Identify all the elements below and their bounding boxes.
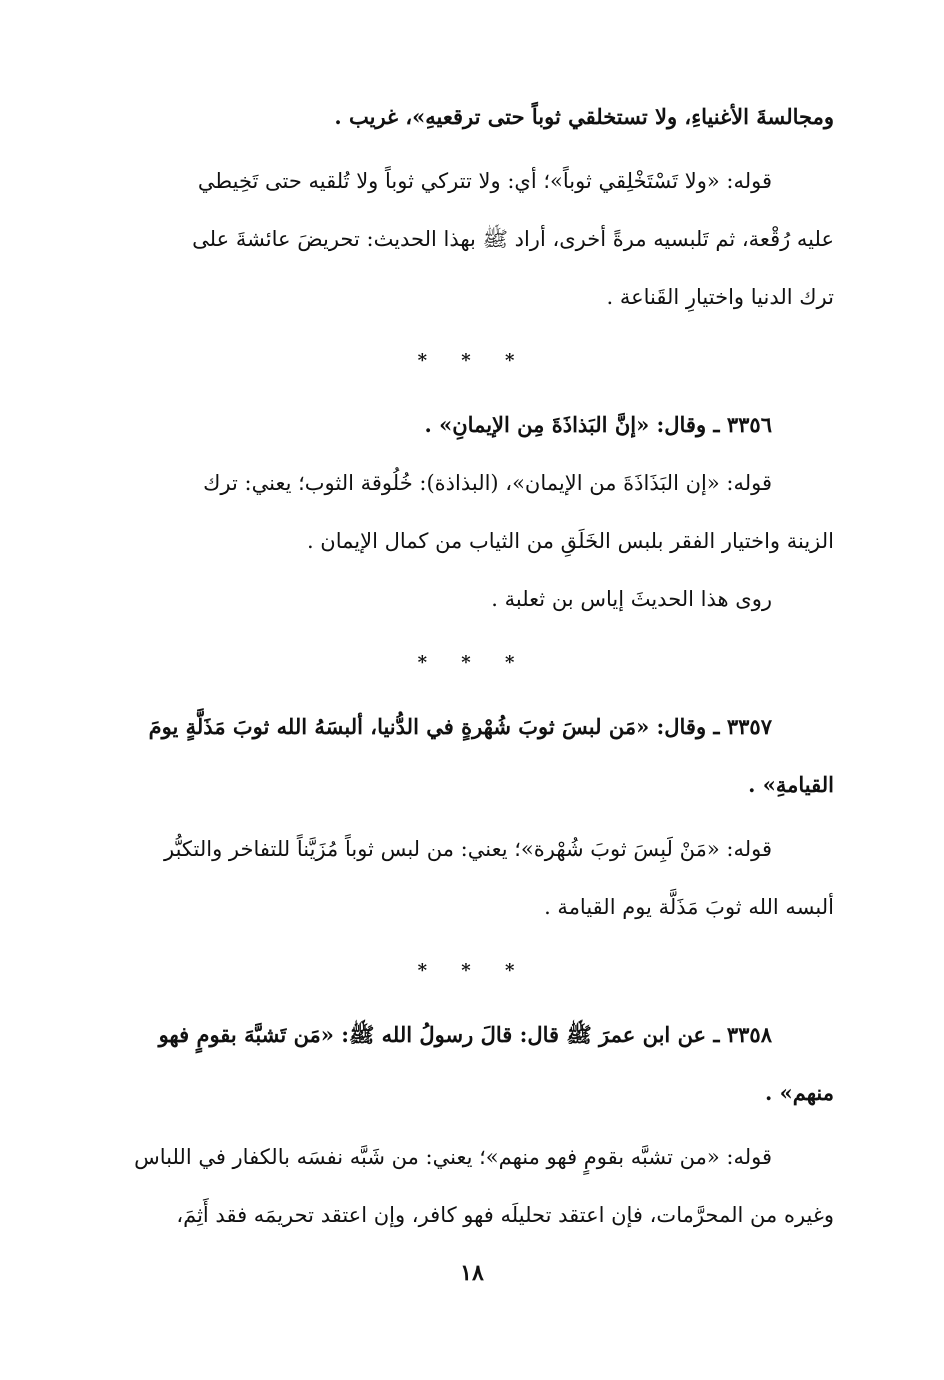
hadith-3358	[112, 1006, 834, 1122]
commentary-paragraph	[112, 1128, 834, 1244]
text-line: ومجالسةَ الأغنياءِ، ولا تستخلقي ثوباً حتى ترقعيهِ»، غريب .	[334, 104, 834, 129]
text-line: عليه رُقْعة، ثم تَلبسيه مرةً أخرى، أراد ﷺ بهذا الحديث: تحريضَ عائشةَ على	[192, 227, 834, 251]
text-line: قوله: «إن البَذَاذَةَ من الإيمان»، (البذاذة): خُلُوقة الثوب؛ يعني: ترك	[203, 471, 772, 495]
section-separator: * * *	[417, 652, 529, 673]
text-line: ألبسه الله ثوبَ مَذَلَّة يوم القيامة .	[544, 895, 834, 919]
text-line: روى هذا الحديثَ إياس بن ثعلبة .	[491, 587, 772, 611]
section-separator: * * *	[417, 350, 529, 371]
text-line: قوله: «مَنْ لَبِسَ ثوبَ شُهْرة»؛ يعني: من لبس ثوباً مُزَيَّناً للتفاخر والتكبُّر	[164, 837, 772, 861]
text-line: منهم» .	[765, 1080, 834, 1105]
hadith-3357	[112, 698, 834, 814]
hadith-3356	[112, 396, 834, 454]
text-line: الزينة واختيار الفقر بلبس الخَلَقِ من الثياب من كمال الإيمان .	[306, 529, 834, 553]
text-line: قوله: «ولا تَسْتَخْلِقي ثوباً»؛ أي: ولا تتركي ثوباً ولا تُلقيه حتى تَخِيطي	[197, 169, 772, 193]
commentary-paragraph	[112, 454, 834, 570]
text-line: القيامةِ» .	[748, 772, 834, 797]
text-line: وغيره من المحرَّمات، فإن اعتقد تحليلَه فهو كافر، وإن اعتقد تحريمَه فقد أَثِمَ،	[176, 1203, 834, 1227]
text-line: قوله: «من تشبَّه بقومٍ فهو منهم»؛ يعني: من شَبَّه نفسَه بالكفار في اللباس	[134, 1145, 772, 1169]
text-line: ٣٣٥٧ ـ وقال: «مَن لبسَ ثوبَ شُهْرةٍ في الدُّنيا، ألبسَهُ الله ثوبَ مَذَلَّةٍ يومَ	[148, 714, 772, 739]
text-line: ٣٣٥٨ ـ عن ابن عمرَ ﷺ قال: قالَ رسولُ الله ﷺ: «مَن تَشبَّهَ بقومٍ فهو	[158, 1022, 772, 1047]
page-body	[112, 88, 834, 1244]
narrator-note	[112, 570, 834, 628]
text-line: ٣٣٥٦ ـ وقال: «إنَّ البَذاذَةَ مِن الإيمانِ» .	[424, 412, 772, 437]
text-line: ترك الدنيا واختيارِ القَناعة .	[606, 285, 834, 309]
continuation-paragraph	[112, 88, 834, 146]
commentary-paragraph	[112, 820, 834, 936]
commentary-paragraph	[112, 152, 834, 326]
section-separator: * * *	[417, 960, 529, 981]
page-number: ١٨	[460, 1260, 484, 1286]
